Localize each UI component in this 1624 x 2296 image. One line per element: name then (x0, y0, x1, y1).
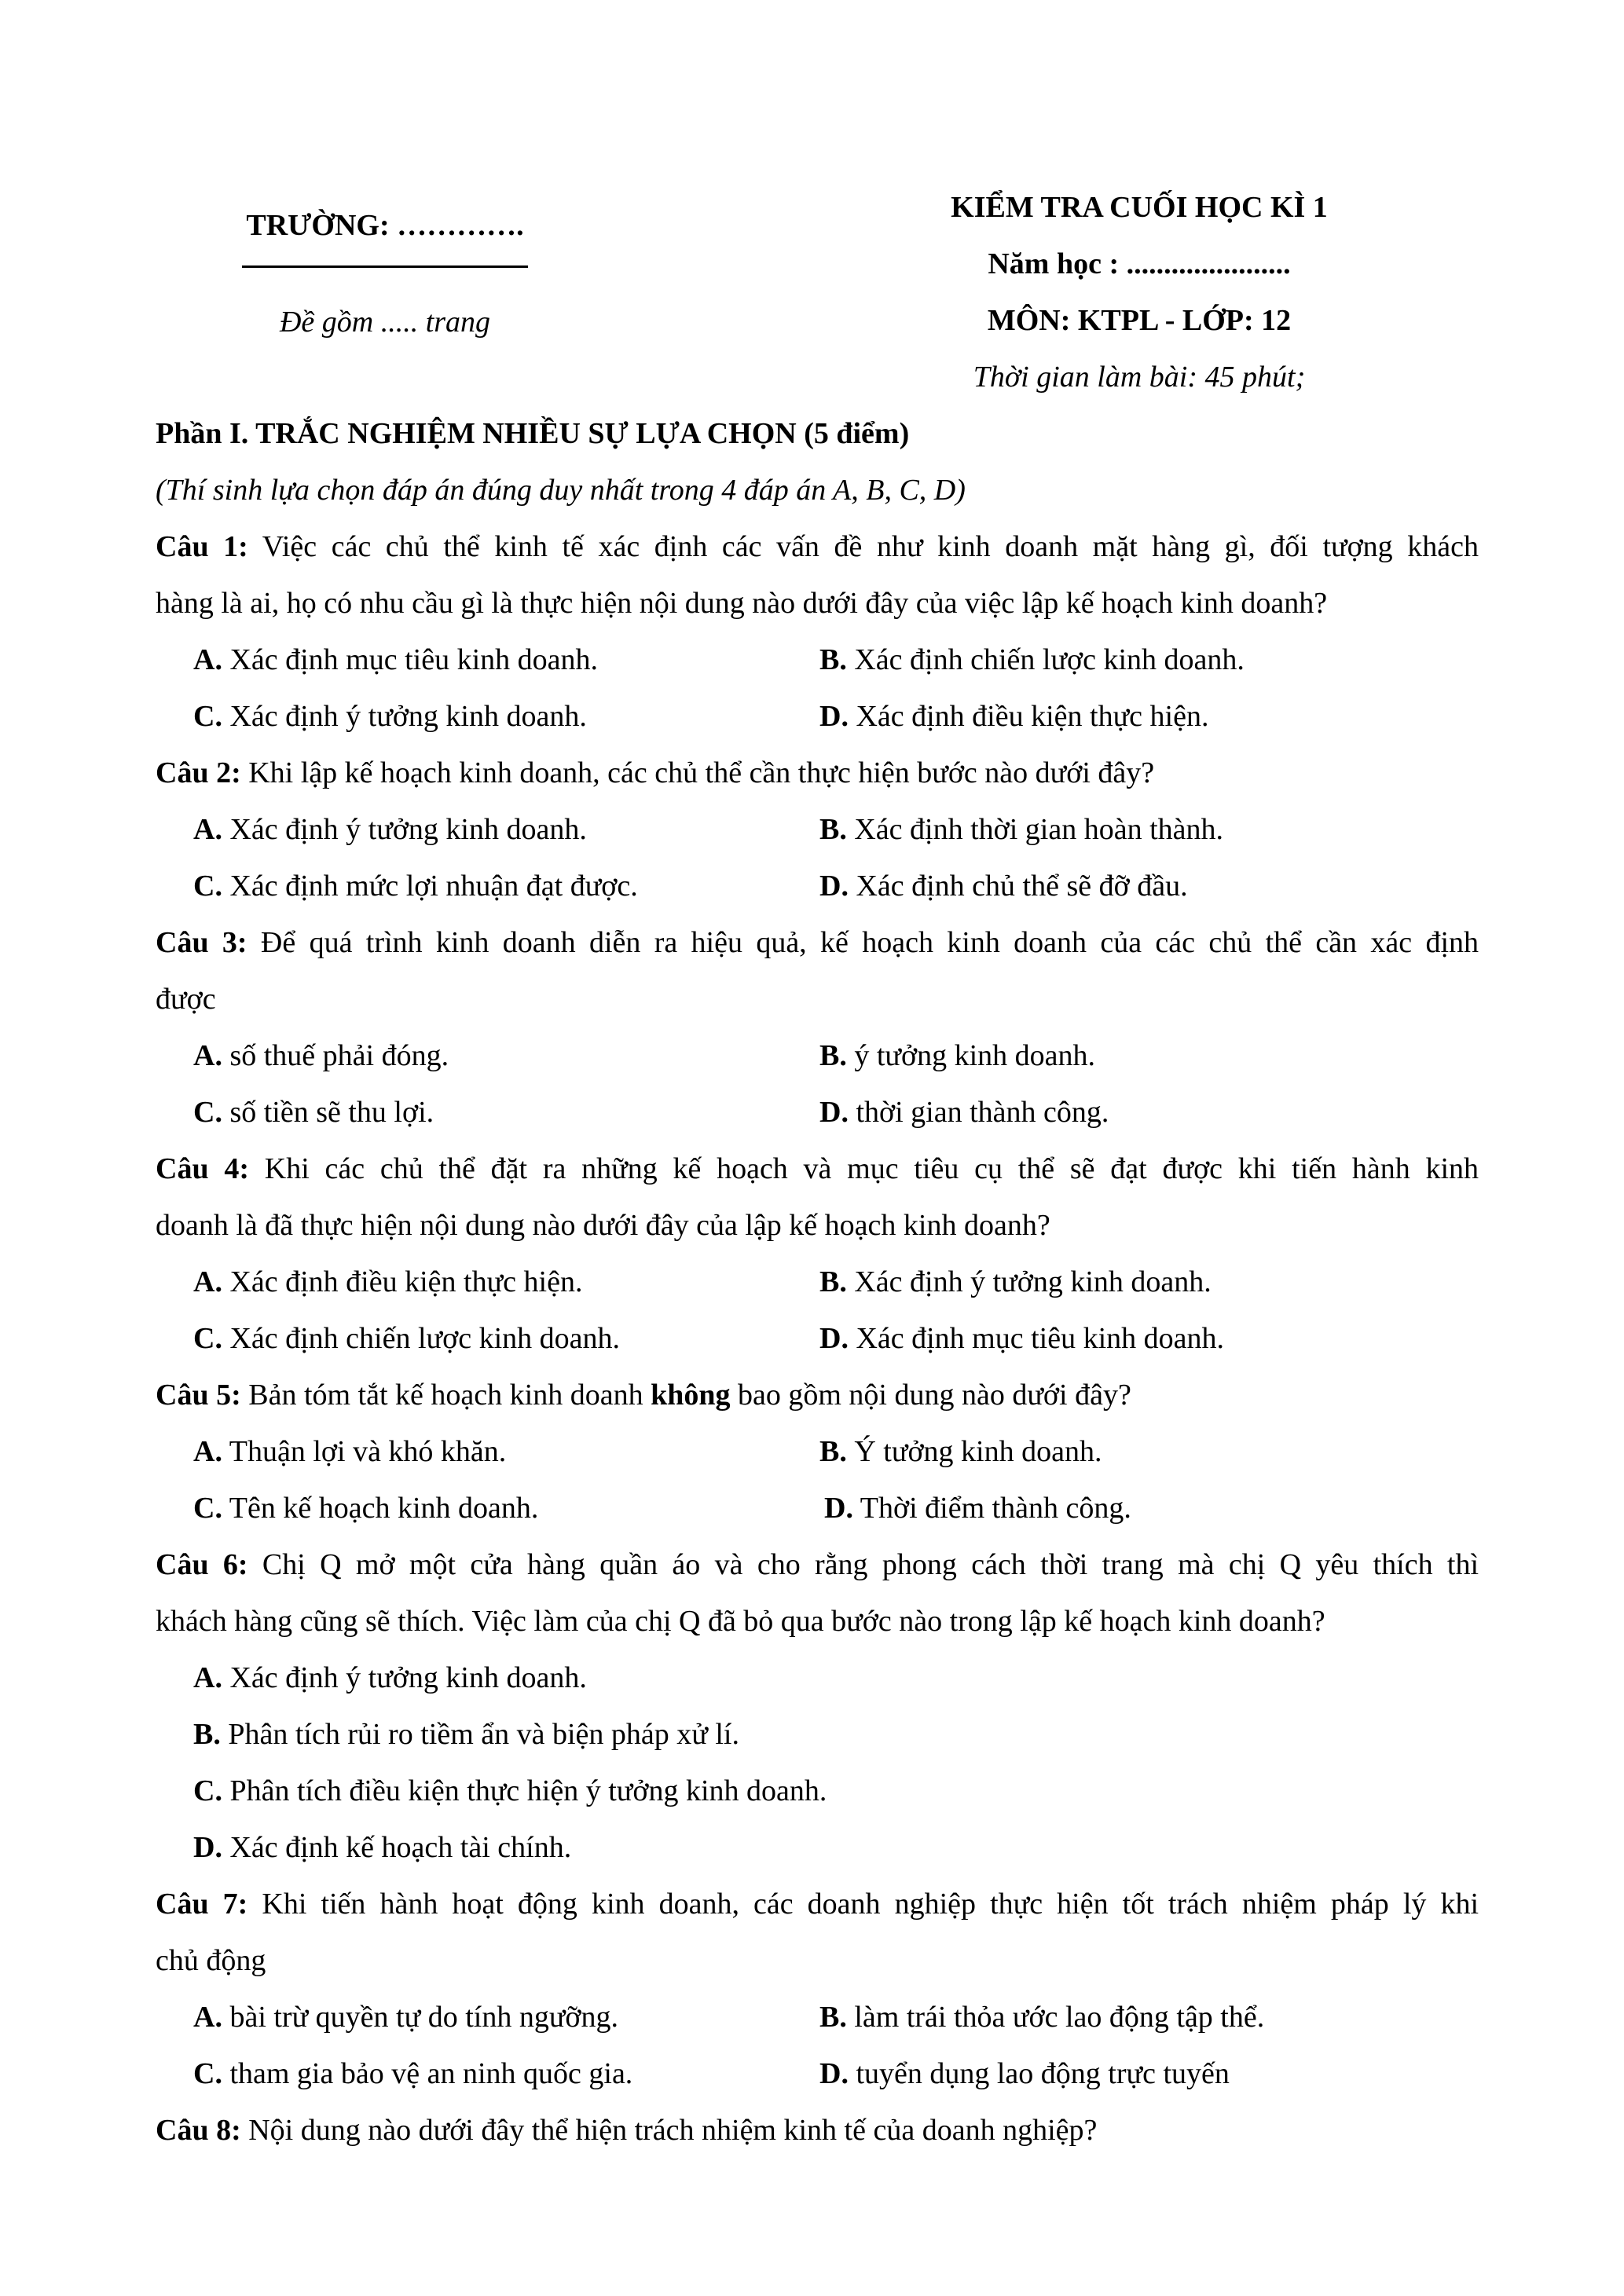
options-row (156, 1254, 1479, 1310)
option-key: D. (819, 2057, 849, 2090)
option-b[interactable] (819, 801, 1223, 858)
option-text: Thời điểm thành công. (860, 1492, 1131, 1525)
option-text: Xác định điều kiện thực hiện. (856, 700, 1209, 733)
page-count: Đề gồm ..... trang (279, 306, 491, 339)
option-c[interactable] (156, 1310, 819, 1367)
option-key: A. (193, 1435, 222, 1468)
options-row (156, 1310, 1479, 1367)
option-key: B. (819, 1435, 847, 1468)
option-key: D. (819, 1322, 849, 1355)
question-label: Câu 5: (156, 1379, 241, 1412)
question-label: Câu 7: (156, 1888, 248, 1921)
subject-line: MÔN: KTPL - LỚP: 12 (987, 304, 1292, 337)
option-text: Xác định điều kiện thực hiện. (229, 1265, 583, 1298)
question-text (156, 1536, 1479, 1593)
option-b[interactable] (819, 1423, 1102, 1480)
option-d[interactable] (819, 1480, 1131, 1536)
option-key: C. (193, 2057, 222, 2090)
option-c[interactable] (156, 1084, 819, 1141)
question-7 (156, 1876, 1479, 2102)
option-text: Xác định ý tưởng kinh doanh. (229, 1661, 587, 1694)
option-key: B. (819, 643, 847, 676)
question-text-line: chủ động (156, 1944, 266, 1977)
option-key: A. (193, 1039, 222, 1072)
question-text-part: Bản tóm tắt kế hoạch kinh doanh (248, 1379, 643, 1412)
option-text: Xác định ý tưởng kinh doanh. (229, 813, 587, 846)
option-d[interactable] (156, 1819, 1479, 1876)
option-d[interactable] (819, 1310, 1224, 1367)
time-limit: Thời gian làm bài: 45 phút; (973, 361, 1306, 394)
question-text (156, 1876, 1479, 1932)
option-d[interactable] (819, 858, 1188, 914)
option-key: B. (819, 1039, 847, 1072)
option-d[interactable] (819, 1084, 1109, 1141)
option-a[interactable] (156, 1027, 819, 1084)
option-text: Xác định mục tiêu kinh doanh. (856, 1322, 1225, 1355)
question-text (156, 1141, 1479, 1197)
option-b[interactable] (819, 1989, 1264, 2045)
option-text: Phân tích điều kiện thực hiện ý tưởng kinh doanh. (229, 1774, 827, 1807)
option-text: Xác định ý tưởng kinh doanh. (854, 1265, 1212, 1298)
option-text: Xác định chủ thể sẽ đỡ đầu. (856, 870, 1188, 903)
question-6 (156, 1536, 1479, 1876)
option-key: D. (819, 1096, 849, 1129)
option-text: Thuận lợi và khó khăn. (229, 1435, 507, 1468)
option-c[interactable] (156, 1763, 1479, 1819)
header-divider (242, 265, 528, 268)
options-row (156, 858, 1479, 914)
option-key: C. (193, 870, 222, 903)
option-text: Tên kế hoạch kinh doanh. (229, 1492, 539, 1525)
option-key: C. (193, 1774, 222, 1807)
option-a[interactable] (156, 801, 819, 858)
option-key: A. (193, 1661, 222, 1694)
options-row (156, 801, 1479, 858)
options-row (156, 1084, 1479, 1141)
option-text: Xác định mức lợi nhuận đạt được. (229, 870, 638, 903)
options-row (156, 1423, 1479, 1480)
option-key: D. (819, 700, 849, 733)
options-row (156, 632, 1479, 688)
option-text: số tiền sẽ thu lợi. (229, 1096, 434, 1129)
options-row (156, 1027, 1479, 1084)
option-c[interactable] (156, 688, 819, 745)
question-text-line: Để quá trình kinh doanh diễn ra hiệu quả, kế hoạch kinh doanh của các chủ thể cần xác định (260, 926, 1479, 959)
option-key: C. (193, 1492, 222, 1525)
option-text: tuyển dụng lao động trực tuyến (856, 2057, 1230, 2090)
option-a[interactable] (156, 1254, 819, 1310)
question-text (156, 518, 1479, 575)
header-left (189, 203, 581, 345)
option-key: D. (193, 1831, 222, 1864)
options-row (156, 688, 1479, 745)
option-d[interactable] (819, 688, 1208, 745)
question-8 (156, 2102, 1479, 2159)
question-emphasis: không (651, 1379, 731, 1412)
question-text-line: doanh là đã thực hiện nội dung nào dưới đây của lập kế hoạch kinh doanh? (156, 1209, 1050, 1242)
question-text (156, 1367, 1479, 1423)
option-text: Xác định chiến lược kinh doanh. (854, 643, 1245, 676)
question-3 (156, 914, 1479, 1141)
option-key: B. (819, 813, 847, 846)
option-text: tham gia bảo vệ an ninh quốc gia. (229, 2057, 633, 2090)
option-text: Xác định ý tưởng kinh doanh. (229, 700, 587, 733)
question-text-line: Việc các chủ thể kinh tế xác định các vấn đề như kinh doanh mặt hàng gì, đối tượng khách (262, 530, 1479, 563)
option-a[interactable] (156, 1989, 819, 2045)
option-key: B. (193, 1718, 221, 1751)
part-instruction: (Thí sinh lựa chọn đáp án đúng duy nhất trong 4 đáp án A, B, C, D) (156, 474, 966, 507)
option-key: D. (824, 1492, 853, 1525)
option-text: Xác định kế hoạch tài chính. (229, 1831, 572, 1864)
options-row (156, 1989, 1479, 2045)
option-text: Xác định thời gian hoàn thành. (854, 813, 1224, 846)
option-key: A. (193, 2001, 222, 2034)
question-text (156, 914, 1479, 971)
question-text-line: khách hàng cũng sẽ thích. Việc làm của chị Q đã bỏ qua bước nào trong lập kế hoạch kinh doanh? (156, 1605, 1325, 1638)
option-text: bài trừ quyền tự do tính ngưỡng. (229, 2001, 619, 2034)
option-key: C. (193, 700, 222, 733)
option-b[interactable] (819, 1027, 1095, 1084)
question-label: Câu 1: (156, 530, 248, 563)
option-a[interactable] (156, 1650, 1479, 1706)
option-a[interactable] (156, 632, 819, 688)
part-title: Phần I. TRẮC NGHIỆM NHIỀU SỰ LỰA CHỌN (5 điểm) (156, 417, 910, 450)
option-c[interactable] (156, 2045, 819, 2102)
exam-content (156, 405, 1479, 2159)
option-text: thời gian thành công. (856, 1096, 1109, 1129)
option-key: D. (819, 870, 849, 903)
exam-title: KIỂM TRA CUỐI HỌC KÌ 1 (951, 191, 1328, 224)
option-text: Ý tưởng kinh doanh. (854, 1435, 1102, 1468)
school-year: Năm học : ...................... (988, 247, 1291, 280)
option-b[interactable] (819, 632, 1245, 688)
option-a[interactable] (156, 1423, 819, 1480)
options-row (156, 2045, 1479, 2102)
question-text-line: Nội dung nào dưới đây thể hiện trách nhiệm kinh tế của doanh nghiệp? (248, 2114, 1098, 2147)
option-key: C. (193, 1096, 222, 1129)
option-text: ý tưởng kinh doanh. (854, 1039, 1096, 1072)
question-text-line: hàng là ai, họ có nhu cầu gì là thực hiện nội dung nào dưới đây của việc lập kế hoạch kinh doanh? (156, 587, 1328, 620)
question-text-line: Chị Q mở một cửa hàng quần áo và cho rằng phong cách thời trang mà chị Q yêu thích thì (262, 1548, 1479, 1581)
question-2 (156, 745, 1479, 914)
question-text-line: Khi tiến hành hoạt động kinh doanh, các doanh nghiệp thực hiện tốt trách nhiệm pháp lý khi (262, 1888, 1479, 1921)
option-c[interactable] (156, 858, 819, 914)
option-key: C. (193, 1322, 222, 1355)
option-text: Xác định mục tiêu kinh doanh. (229, 643, 599, 676)
option-d[interactable] (819, 2045, 1230, 2102)
option-key: A. (193, 813, 222, 846)
options-row (156, 1480, 1479, 1536)
option-key: A. (193, 643, 222, 676)
question-text-part: bao gồm nội dung nào dưới đây? (737, 1379, 1131, 1412)
option-c[interactable] (156, 1480, 819, 1536)
question-text-line: được (156, 983, 216, 1016)
school-name: TRƯỜNG: …………. (246, 209, 524, 242)
option-key: B. (819, 2001, 847, 2034)
option-text: số thuế phải đóng. (229, 1039, 449, 1072)
question-label: Câu 8: (156, 2114, 241, 2147)
option-key: B. (819, 1265, 847, 1298)
question-4 (156, 1141, 1479, 1367)
question-text (156, 2102, 1479, 2159)
header-right (872, 179, 1406, 405)
option-text: làm trái thỏa ước lao động tập thể. (854, 2001, 1265, 2034)
question-text-line: Khi lập kế hoạch kinh doanh, các chủ thể cần thực hiện bước nào dưới đây? (248, 756, 1155, 789)
option-b[interactable] (156, 1706, 1479, 1763)
question-label: Câu 4: (156, 1152, 249, 1185)
question-label: Câu 6: (156, 1548, 248, 1581)
question-label: Câu 3: (156, 926, 247, 959)
option-b[interactable] (819, 1254, 1212, 1310)
question-label: Câu 2: (156, 756, 241, 789)
option-text: Phân tích rủi ro tiềm ẩn và biện pháp xử lí. (228, 1718, 739, 1751)
question-text (156, 745, 1479, 801)
question-5 (156, 1367, 1479, 1536)
question-text-line: Khi các chủ thể đặt ra những kế hoạch và mục tiêu cụ thể sẽ đạt được khi tiến hành kinh (264, 1152, 1479, 1185)
question-1 (156, 518, 1479, 745)
option-text: Xác định chiến lược kinh doanh. (229, 1322, 621, 1355)
option-key: A. (193, 1265, 222, 1298)
